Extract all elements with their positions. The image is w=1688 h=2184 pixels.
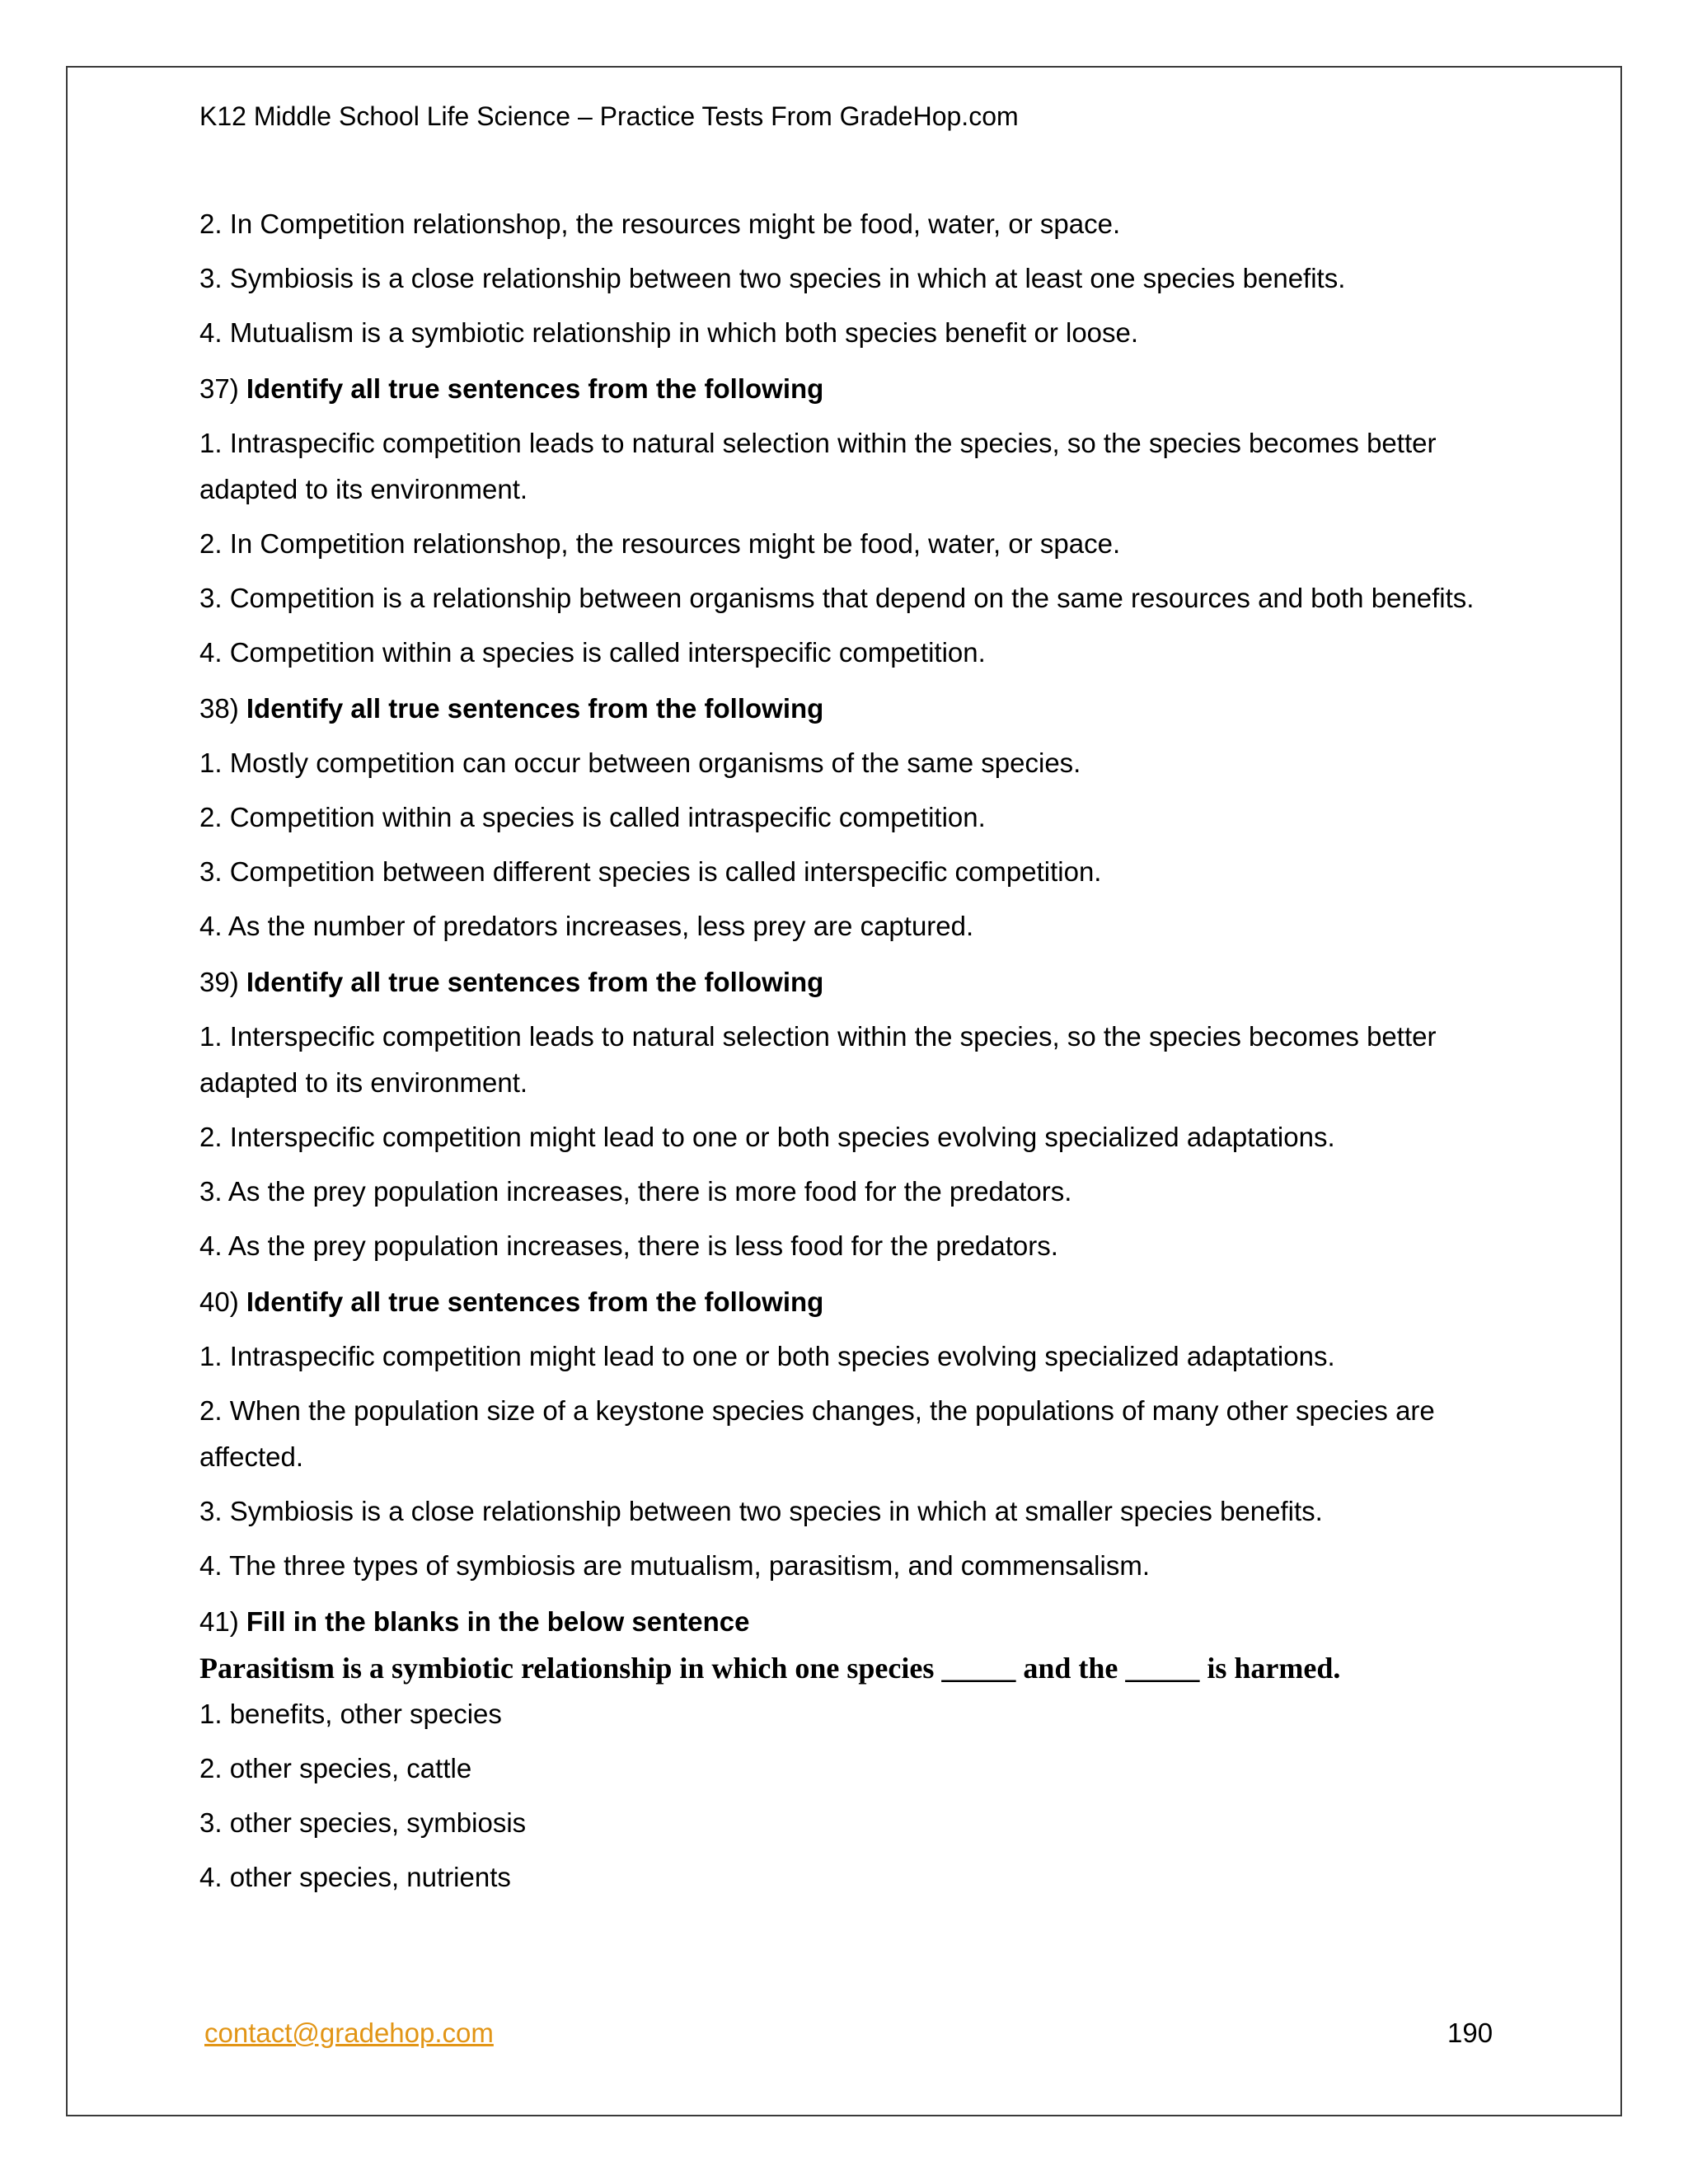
option-3: 3. other species, symbiosis (199, 1807, 527, 1838)
option-2: 2. other species, cattle (199, 1753, 472, 1783)
option-1: 1. benefits, other species (199, 1699, 502, 1729)
document-body (199, 201, 1502, 1900)
contact-email-link[interactable]: contact@gradehop.com (204, 2018, 494, 2048)
question-41 (199, 1599, 1502, 1645)
option-2: 2. In Competition relationshop, the resources might be food, water, or space. (199, 528, 1121, 559)
question-40 (199, 1279, 1502, 1325)
option-2: 2. When the population size of a keystone species changes, the populations of many other species are affected. (199, 1395, 1435, 1472)
question-number: 41) (199, 1606, 239, 1637)
option-4: 4. As the number of predators increases, less prey are captured. (199, 911, 974, 941)
fill-in-sentence: Parasitism is a symbiotic relationship in which one species _____ and the _____ is harmed. (199, 1652, 1341, 1685)
page-number: 190 (1447, 2018, 1493, 2048)
carryover-option-3: 3. Symbiosis is a close relationship between two species in which at least one species benefits. (199, 263, 1346, 293)
question-prompt: Identify all true sentences from the following (246, 693, 824, 724)
option-1: 1. Mostly competition can occur between organisms of the same species. (199, 748, 1081, 778)
option-1: 1. Intraspecific competition might lead to one or both species evolving specialized adaptations. (199, 1341, 1335, 1371)
page-header: K12 Middle School Life Science – Practice Tests From GradeHop.com (199, 101, 1019, 131)
option-1: 1. Interspecific competition leads to natural selection within the species, so the species becomes better adapted to its environment. (199, 1021, 1437, 1098)
question-prompt: Identify all true sentences from the following (246, 373, 824, 404)
option-4: 4. other species, nutrients (199, 1862, 511, 1892)
option-4: 4. Competition within a species is called interspecific competition. (199, 637, 986, 668)
option-2: 2. Interspecific competition might lead to one or both species evolving specialized adaptations. (199, 1122, 1335, 1152)
question-number: 39) (199, 967, 239, 997)
option-2: 2. Competition within a species is called intraspecific competition. (199, 802, 986, 832)
carryover-option-4: 4. Mutualism is a symbiotic relationship in which both species benefit or loose. (199, 317, 1139, 348)
option-4: 4. The three types of symbiosis are mutualism, parasitism, and commensalism. (199, 1550, 1150, 1581)
question-number: 37) (199, 373, 239, 404)
question-39 (199, 959, 1502, 1005)
question-prompt: Fill in the blanks in the below sentence (246, 1606, 750, 1637)
option-3: 3. As the prey population increases, there is more food for the predators. (199, 1176, 1072, 1207)
question-37 (199, 366, 1502, 412)
option-3: 3. Symbiosis is a close relationship between two species in which at smaller species benefits. (199, 1496, 1323, 1526)
option-4: 4. As the prey population increases, there is less food for the predators. (199, 1230, 1058, 1261)
option-1: 1. Intraspecific competition leads to natural selection within the species, so the species becomes better adapted to its environment. (199, 428, 1437, 504)
question-number: 38) (199, 693, 239, 724)
option-3: 3. Competition between different species is called interspecific competition. (199, 856, 1102, 887)
question-prompt: Identify all true sentences from the following (246, 1286, 824, 1317)
question-38 (199, 686, 1502, 732)
option-3: 3. Competition is a relationship between organisms that depend on the same resources and both benefits. (199, 583, 1475, 613)
question-prompt: Identify all true sentences from the following (246, 967, 824, 997)
carryover-option-2: 2. In Competition relationshop, the resources might be food, water, or space. (199, 209, 1121, 239)
question-number: 40) (199, 1286, 239, 1317)
